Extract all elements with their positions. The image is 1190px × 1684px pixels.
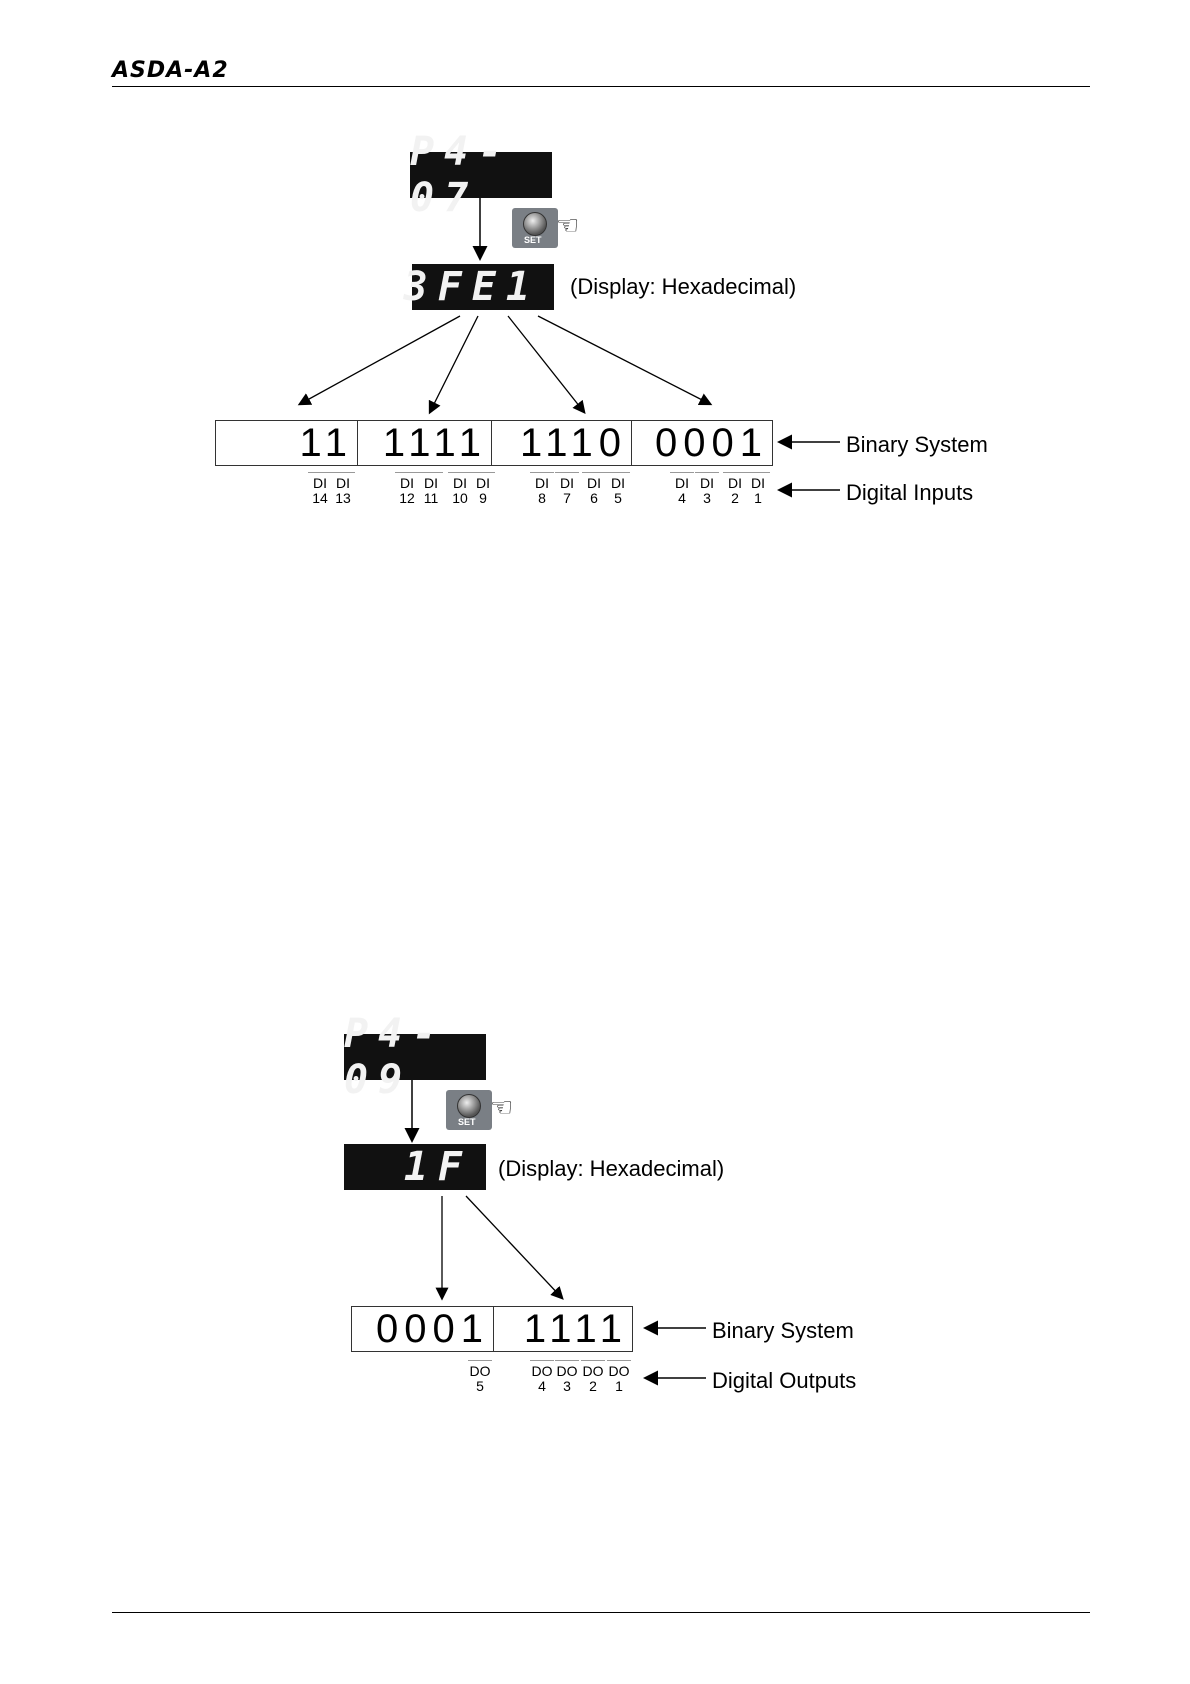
- display-caption: (Display: Hexadecimal): [570, 274, 797, 299]
- pin-label: DI 10: [445, 472, 475, 506]
- pin-label: DI 5: [603, 472, 633, 506]
- pointing-hand-icon: ☜: [490, 1092, 514, 1122]
- knob-icon: [457, 1094, 481, 1118]
- digital-inputs-label: Digital Inputs: [846, 480, 974, 505]
- pin-label: DI 1: [743, 472, 773, 506]
- pin-label: DI 8: [527, 472, 557, 506]
- pin-label: DI 9: [468, 472, 498, 506]
- pin-label: DI 4: [667, 472, 697, 506]
- param-display-p4-09: P4-09: [344, 1034, 486, 1080]
- display-caption: (Display: Hexadecimal): [498, 1156, 725, 1181]
- footer-rule: [112, 1612, 1090, 1613]
- value-display-1f: 1F: [344, 1144, 486, 1190]
- brand-logo: ASDA-A2: [112, 58, 229, 83]
- pointing-hand-icon: ☜: [556, 210, 580, 240]
- binary-group: 1110: [492, 421, 632, 465]
- pin-label: DI 6: [579, 472, 609, 506]
- binary-box: [351, 1306, 633, 1352]
- pin-label: DO 4: [527, 1360, 557, 1394]
- pin-label: DI 2: [720, 472, 750, 506]
- pin-label: DI 14: [305, 472, 335, 506]
- pin-label: DI 13: [328, 472, 358, 506]
- pin-label: DO 5: [465, 1360, 495, 1394]
- binary-system-label: Binary System: [712, 1318, 854, 1343]
- pin-label: DI 7: [552, 472, 582, 506]
- param-display-p4-07: P4-07: [410, 152, 552, 198]
- set-label: SET: [524, 235, 542, 245]
- pin-label: DI 11: [416, 472, 446, 506]
- pin-label: DO 2: [578, 1360, 608, 1394]
- digital-outputs-label: Digital Outputs: [712, 1368, 857, 1393]
- set-label: SET: [458, 1117, 476, 1127]
- binary-group: 1111: [358, 421, 492, 465]
- pin-label: DO 1: [604, 1360, 634, 1394]
- binary-group: 0001: [655, 420, 768, 465]
- knob-icon: [523, 212, 547, 236]
- binary-group: 1111: [523, 1306, 628, 1351]
- binary-system-label: Binary System: [846, 432, 988, 457]
- value-display-3fe1: 3FE1: [412, 264, 554, 310]
- binary-group: 11: [216, 421, 358, 465]
- pin-label: DO 3: [552, 1360, 582, 1394]
- set-button: [512, 208, 558, 248]
- pin-label: DI 3: [692, 472, 722, 506]
- pin-label: DI 12: [392, 472, 422, 506]
- binary-box: [215, 420, 773, 466]
- set-button: [446, 1090, 492, 1130]
- binary-group: 0001: [352, 1307, 494, 1351]
